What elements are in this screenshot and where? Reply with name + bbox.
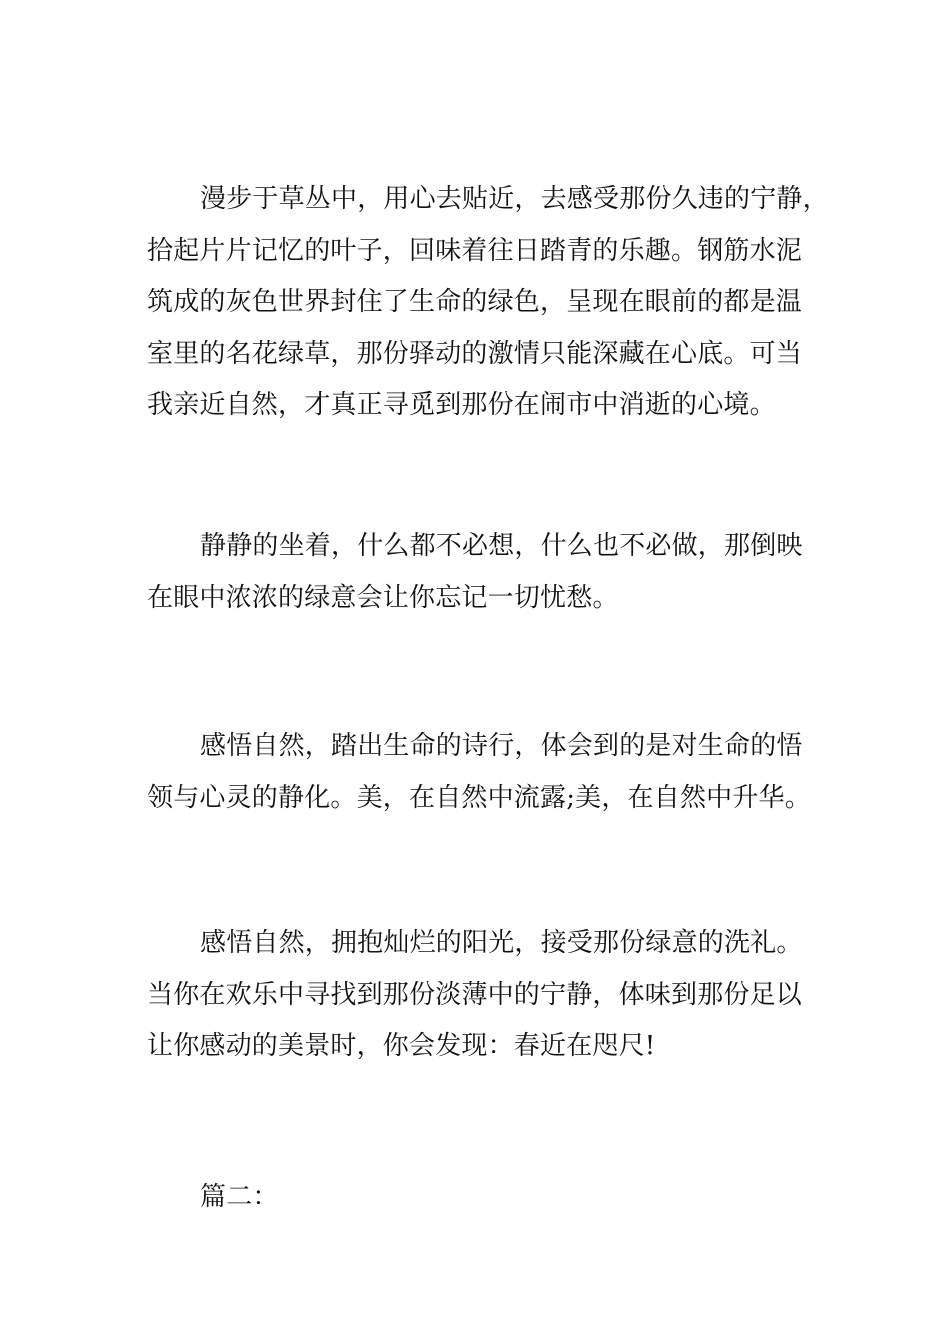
paragraph-line: 让你感动的美景时，你会发现：春近在咫尺! [147,1031,656,1061]
section-heading-text: 篇二： [200,1182,279,1212]
paragraph-2 [147,521,837,624]
paragraph-line: 我亲近自然，才真正寻觅到那份在闹市中消逝的心境。 [147,390,776,420]
paragraph-4 [147,918,837,1073]
paragraph-line: 感悟自然，拥抱灿烂的阳光，接受那份绿意的洗礼。 [200,928,803,958]
paragraph-line: 漫步于草丛中，用心去贴近，去感受那份久违的宁静， [200,184,829,214]
paragraph-line: 筑成的灰色世界封住了生命的绿色，呈现在眼前的都是温 [147,287,803,317]
paragraph-line: 室里的名花绿草，那份驿动的激情只能深藏在心底。可当 [147,338,803,369]
section-heading [147,1172,837,1224]
paragraph-line: 领与心灵的静化。美，在自然中流露;美，在自然中升华。 [147,782,811,813]
paragraph-line: 在眼中浓浓的绿意会让你忘记一切忧愁。 [147,582,619,613]
paragraph-line: 静静的坐着，什么都不必想，什么也不必做，那倒映 [200,531,803,561]
paragraph-line: 拾起片片记忆的叶子，回味着往日踏青的乐趣。钢筋水泥 [147,235,803,266]
paragraph-line: 感悟自然，踏出生命的诗行，体会到的是对生命的悟 [200,731,803,761]
paragraph-1 [147,174,837,432]
paragraph-line: 当你在欢乐中寻找到那份淡薄中的宁静，体味到那份足以 [147,979,803,1010]
paragraph-3 [147,721,837,824]
